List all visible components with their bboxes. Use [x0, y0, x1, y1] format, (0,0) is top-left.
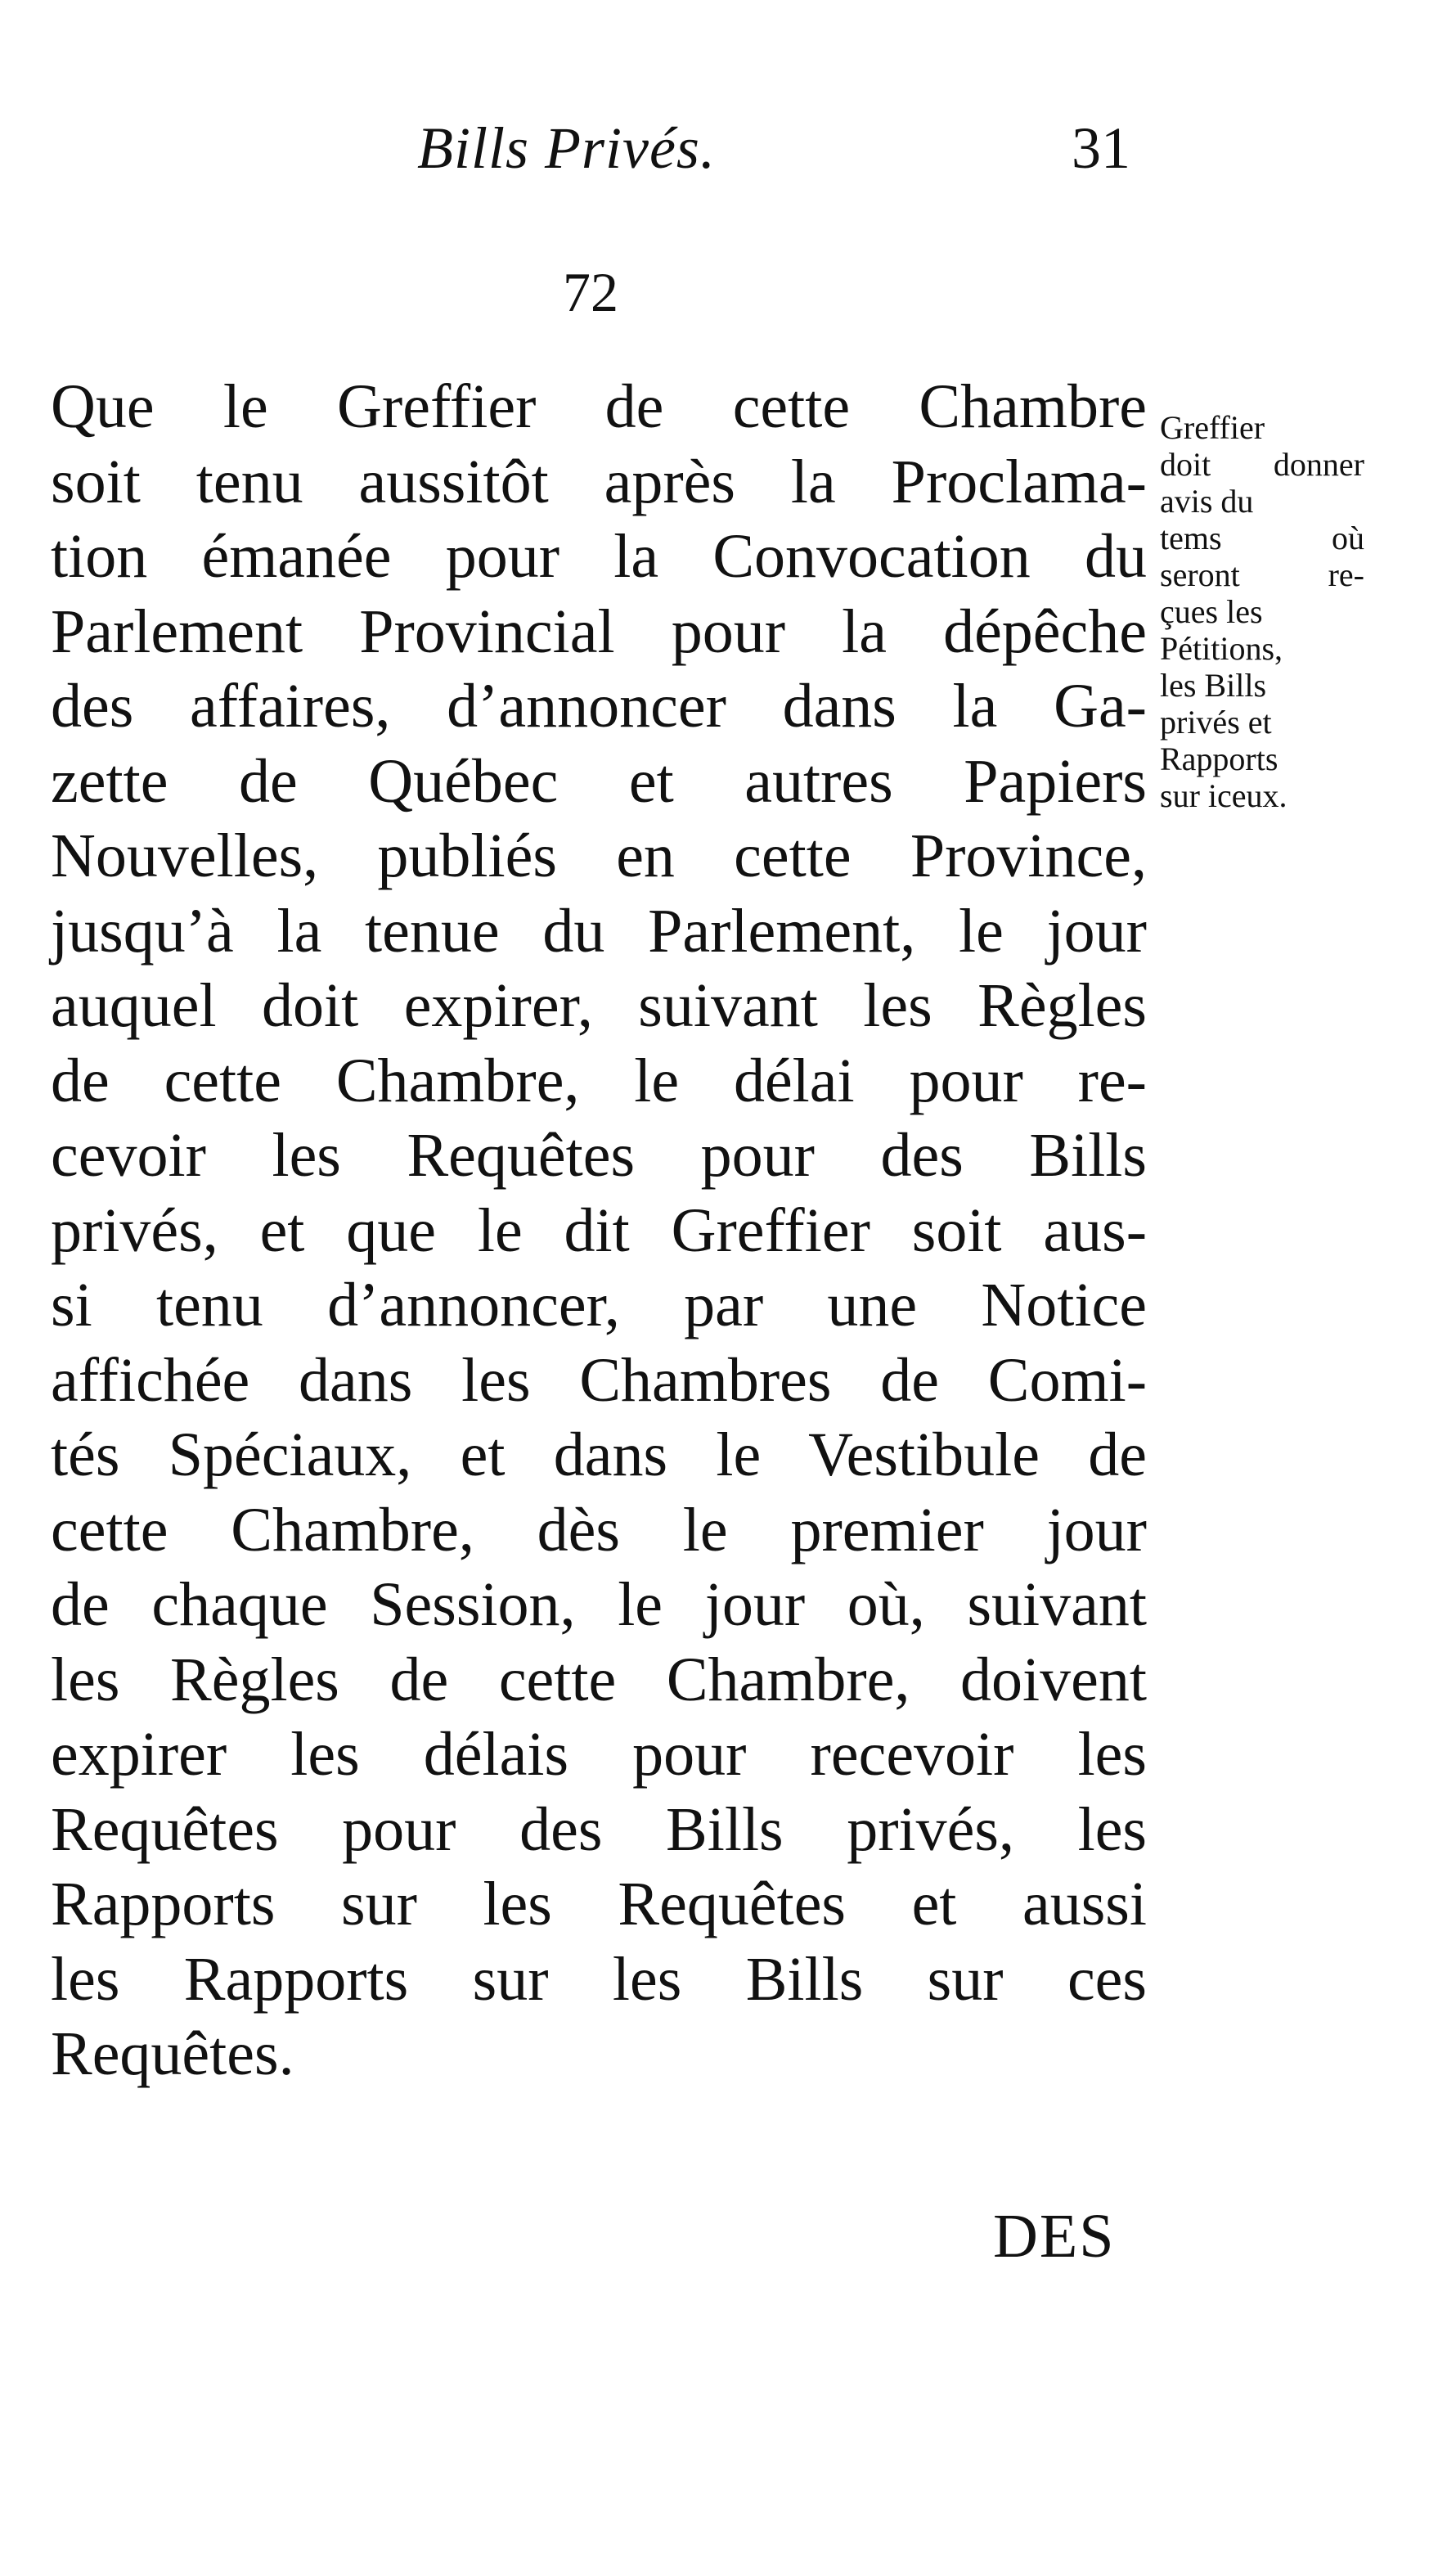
rule-number: 72	[563, 261, 618, 323]
marginal-note-line: les Bills	[1160, 667, 1267, 704]
paragraph-line: Requêtes pour des Bills privés, les	[51, 1794, 1147, 1864]
paragraph-line: Que le Greffier de cette Chambre	[51, 372, 1147, 441]
paragraph-line: des affaires, d’annoncer dans la Ga-	[51, 672, 1147, 741]
paragraph-line: cette Chambre, dès le premier jour	[51, 1495, 1147, 1564]
marginal-note-line: sur iceux.	[1160, 777, 1287, 814]
marginal-note-line: Greffier	[1160, 409, 1265, 446]
paragraph-line: Nouvelles, publiés en cette Province,	[51, 822, 1147, 890]
marginal-note	[1160, 409, 1364, 814]
marginal-note-line: çues les	[1160, 593, 1263, 630]
paragraph-line: si tenu d’annoncer, par une Notice	[51, 1271, 1147, 1339]
paragraph-line: Requêtes.	[51, 2019, 294, 2088]
paragraph-line: de chaque Session, le jour où, suivant	[51, 1570, 1147, 1639]
running-title: Bills Privés.	[417, 115, 716, 181]
marginal-note-line: seront re-	[1160, 556, 1364, 593]
marginal-note-line: avis du	[1160, 483, 1254, 520]
paragraph-line: Rapports sur les Requêtes et aussi	[51, 1870, 1147, 1938]
rule-paragraph	[51, 370, 1147, 2092]
paragraph-line: tés Spéciaux, et dans le Vestibule de	[51, 1420, 1147, 1489]
paragraph-line: soit tenu aussitôt après la Proclama-	[51, 447, 1147, 516]
marginal-note-line: Rapports	[1160, 741, 1278, 777]
marginal-note-line: privés et	[1160, 704, 1272, 741]
page-number: 31	[1072, 115, 1130, 181]
paragraph-line: tion émanée pour la Convocation du	[51, 522, 1147, 591]
paragraph-line: jusqu’à la tenue du Parlement, le jour	[51, 896, 1147, 966]
paragraph-line: de cette Chambre, le délai pour re-	[51, 1046, 1147, 1115]
paragraph-line: affichée dans les Chambres de Comi-	[51, 1345, 1147, 1415]
paragraph-line: zette de Québec et autres Papiers	[51, 746, 1147, 816]
marginal-note-line: tems où	[1160, 520, 1364, 556]
paragraph-line: les Règles de cette Chambre, doivent	[51, 1645, 1147, 1714]
paragraph-line: privés, et que le dit Greffier soit aus-	[51, 1195, 1147, 1265]
paragraph-line: expirer les délais pour recevoir les	[51, 1720, 1147, 1789]
paragraph-line: auquel doit expirer, suivant les Règles	[51, 971, 1147, 1040]
paragraph-line: les Rapports sur les Bills sur ces	[51, 1944, 1147, 2014]
catchword: DES	[993, 2202, 1116, 2271]
paragraph-line: cevoir les Requêtes pour des Bills	[51, 1121, 1147, 1190]
paragraph-line: Parlement Provincial pour la dépêche	[51, 596, 1147, 666]
marginal-note-line: Pétitions,	[1160, 630, 1283, 667]
marginal-note-line: doit donner	[1160, 446, 1364, 483]
